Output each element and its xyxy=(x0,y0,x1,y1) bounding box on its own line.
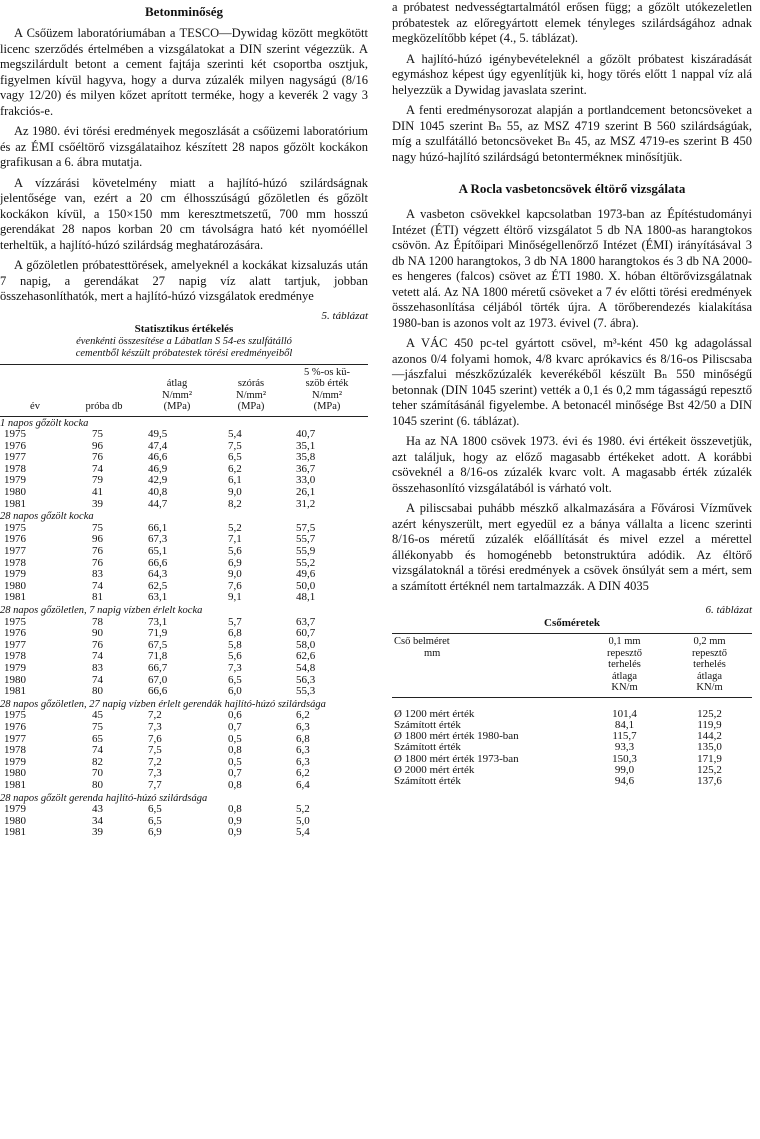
table-cell: Számított érték xyxy=(394,774,461,787)
table-cell: 7,5 xyxy=(228,439,242,452)
section-title-rocla: A Rocla vasbetoncsövek éltörő vizsgálata xyxy=(458,181,686,196)
table-cell: 46,6 xyxy=(148,451,168,464)
table-cell: 79 xyxy=(92,474,103,487)
table-cell: 54,8 xyxy=(296,661,316,674)
table-cell: 9,0 xyxy=(228,568,242,581)
table-cell: 0,8 xyxy=(228,803,242,816)
table-cell: 5,8 xyxy=(228,638,242,651)
table-cell: 5,6 xyxy=(228,545,242,558)
table-cell: 74 xyxy=(92,579,103,592)
table5-group-row xyxy=(0,604,368,617)
table-cell: 70 xyxy=(92,767,103,780)
paragraph: a próbatest nedvességtartalmától erősen függ; a gőzölt utókezeletlen próbatestek az előregyártott elemek tényleges szilárdságához adnak megközelítőbb képet (4., 5. táblázat). xyxy=(392,0,752,45)
table-cell: 6,8 xyxy=(228,627,242,640)
table-cell: 65,1 xyxy=(148,545,168,558)
table-cell: 1981 xyxy=(4,497,26,510)
table-cell: 26,1 xyxy=(296,486,316,499)
table-cell: 93,3 xyxy=(614,741,635,754)
table5-ref: 5. táblázat xyxy=(321,309,368,322)
table-row xyxy=(0,780,368,792)
table-cell: 1977 xyxy=(4,638,26,651)
table-cell: 0,5 xyxy=(228,732,242,745)
table-cell: 71,8 xyxy=(148,650,168,663)
table-cell: 5,6 xyxy=(228,650,242,663)
table-row xyxy=(0,804,368,816)
table5-group-title: 28 napos gőzöletlen, 27 napig vízben érlelt gerendák hajlító-húzó szilárdsága xyxy=(0,698,326,710)
table-cell: 1975 xyxy=(4,521,26,534)
table-cell: 74 xyxy=(92,673,103,686)
table5-group-title: 28 napos gőzöletlen, 7 napig vízben érlelt kocka xyxy=(0,605,203,616)
table-cell: 1976 xyxy=(4,627,26,640)
table-cell: 99,0 xyxy=(614,763,635,776)
table-cell: Ø 1800 mért érték 1973-ban xyxy=(394,752,519,765)
table-cell: 80 xyxy=(92,778,103,791)
table-cell: 5,2 xyxy=(228,521,242,534)
table-cell: 6,9 xyxy=(148,826,162,839)
paragraph: A hajlító-húzó igénybevételeknél a gőzölt próbatest kiszáradását egymáshoz képest úgy egyenlítjük ki, hogy törés előtt 1 nappal víz alá helyezzük a Dywidag javaslata szerint. xyxy=(392,51,752,97)
table5-group-row xyxy=(0,792,368,805)
table-cell: 8,2 xyxy=(228,497,242,510)
table-cell: 83 xyxy=(92,661,103,674)
table5-group-row xyxy=(0,510,368,523)
table-row xyxy=(0,827,368,839)
table-cell: 1978 xyxy=(4,744,26,757)
table-cell: 7,7 xyxy=(148,778,162,791)
table-row xyxy=(0,734,368,746)
table5-group-title: 1 napos gőzölt kocka xyxy=(0,417,89,429)
table-cell: 101,4 xyxy=(612,707,637,720)
table-cell: 36,7 xyxy=(296,462,316,475)
paragraph: A Csőüzem laboratóriumában a TESCO—Dywidag között megkötött licenc szerződés értelmében a vizsgálatokat a DIN szerint végezzük. A megszilárdult betont a cement fajtája szerinti két csoportba osztjuk, figyelmen kívül hagyva, hogy a durva zúzalék milyen nagyságú (8/16 vagy 12/20) és milyen kőzet aprított terméke, hogy a keverék 2 vagy 3 frakciós-e. xyxy=(0,26,368,118)
table-cell: 1975 xyxy=(4,428,26,441)
table-cell: 150,3 xyxy=(612,752,637,765)
table-cell: 7,2 xyxy=(148,709,162,722)
table-cell: Számított érték xyxy=(394,718,461,731)
table-cell: 6,8 xyxy=(296,732,310,745)
table-row xyxy=(0,487,368,499)
right-column xyxy=(392,0,752,787)
table-cell: 96 xyxy=(92,533,103,546)
table-cell: 73,1 xyxy=(148,615,168,628)
table-cell: 5,2 xyxy=(296,803,310,816)
table5-header-year: év xyxy=(0,364,70,416)
table5 xyxy=(0,364,368,839)
paragraph: A vízzárási követelmény miatt a hajlító-húzó szilárdságnak jelentősége van, ezért a 20 cm élhosszúságú gőzöletlen és gőzölt kockákon kívül, a 150×150 mm keresztmetszetű, 700 mm hosszú gerendákat 28 napos korban 20 cm távolságra ható két nyomóéllel terheltük, a hajlító-húzó szilárdság meghatározására. xyxy=(0,175,368,252)
table-cell: 40,7 xyxy=(296,428,316,441)
table5-body xyxy=(0,416,368,839)
table-cell: 0,7 xyxy=(228,767,242,780)
table-cell: 55,2 xyxy=(296,556,316,569)
table-cell: 34 xyxy=(92,814,103,827)
table-cell: 35,1 xyxy=(296,439,316,452)
table-cell: 6,4 xyxy=(296,778,310,791)
table-cell: 0,9 xyxy=(228,826,242,839)
table-cell: 1981 xyxy=(4,685,26,698)
table-cell: 39 xyxy=(92,497,103,510)
table-cell: 6,9 xyxy=(228,556,242,569)
table-cell: 49,5 xyxy=(148,428,168,441)
table-cell: 66,7 xyxy=(148,661,168,674)
table6-body xyxy=(392,697,752,787)
table-row xyxy=(0,710,368,722)
table-cell: 1980 xyxy=(4,767,26,780)
table5-header-row xyxy=(0,364,368,416)
paragraph: A piliscsabai puhább mészkő alkalmazására a Fővárosi Vízművek azért kényszerült, mert egyedül ez a bánya vállalta a licenc szerinti 8/16-os méretű zúzalék előállítását és mivel ezzel a mérettel állékonyabb és homogénebb betonstruktúra adódik. Az éltörő vizsgálatoknál a törési eredmények a csövek önsúlyát sem a mért, sem a számított értéknél nem tartalmazzák. A DIN 4035 xyxy=(392,501,752,593)
table-cell: 1975 xyxy=(4,615,26,628)
table-cell: 5,7 xyxy=(228,615,242,628)
table-cell: 33,0 xyxy=(296,474,316,487)
table-cell: 1977 xyxy=(4,545,26,558)
paragraph: A gőzöletlen próbatesttörések, amelyeknél a kockákat kizsaluzás után 7 napig, a gerendákat 27 napig víz alatt tartjuk, jobban összehasonlíthatók, mert a hajlító-húzó vizsgálatok eredménye xyxy=(0,258,368,303)
table6-header-02mm: 0,2 mm repesztő terhelés átlaga KN/m xyxy=(667,634,752,698)
table-cell: 5,4 xyxy=(296,826,310,839)
table-cell: 7,6 xyxy=(228,579,242,592)
table-row xyxy=(0,592,368,604)
table-cell: 1978 xyxy=(4,462,26,475)
table-cell: 7,3 xyxy=(148,767,162,780)
table-cell: 74 xyxy=(92,462,103,475)
table-cell: 75 xyxy=(92,521,103,534)
table-row xyxy=(0,499,368,511)
table-cell: 0,8 xyxy=(228,744,242,757)
table-cell: 49,6 xyxy=(296,568,316,581)
table-row xyxy=(0,722,368,734)
table-cell: 0,8 xyxy=(228,778,242,791)
table-spacer xyxy=(392,697,752,709)
table-cell: 42,9 xyxy=(148,474,168,487)
table-cell: 90 xyxy=(92,627,103,640)
table-cell: 94,6 xyxy=(614,774,635,787)
table-row xyxy=(0,429,368,441)
table-cell: 55,3 xyxy=(296,685,316,698)
table-cell: 6,5 xyxy=(228,451,242,464)
table-cell: 47,4 xyxy=(148,439,168,452)
table-cell: 6,2 xyxy=(296,709,310,722)
table6-header-row xyxy=(392,634,752,698)
table-cell: 1981 xyxy=(4,778,26,791)
table-cell: 1980 xyxy=(4,486,26,499)
table-cell: Számított érték xyxy=(394,741,461,754)
table-cell: 50,0 xyxy=(296,579,316,592)
table-cell: 5,4 xyxy=(228,428,242,441)
table-cell: 48,1 xyxy=(296,591,316,604)
table-cell: 1977 xyxy=(4,451,26,464)
table-cell: 0,5 xyxy=(228,755,242,768)
table-cell: Ø 1200 mért érték xyxy=(394,707,475,720)
table-cell: 1979 xyxy=(4,755,26,768)
table-cell: 7,1 xyxy=(228,533,242,546)
table-row xyxy=(0,745,368,757)
table-cell: 6,2 xyxy=(296,767,310,780)
table-row xyxy=(392,776,752,787)
table-cell: 115,7 xyxy=(612,730,637,743)
table-cell: 66,1 xyxy=(148,521,168,534)
section-title-betonminoseg: Betonminőség xyxy=(145,4,223,19)
table5-description xyxy=(0,336,368,360)
table-cell: 6,3 xyxy=(296,720,310,733)
table-row xyxy=(0,768,368,780)
table-cell: 39 xyxy=(92,826,103,839)
table5-desc-line2: cementből készült próbatestek törési eredményeiből xyxy=(75,347,293,359)
table-cell: 57,5 xyxy=(296,521,316,534)
table-cell: 46,9 xyxy=(148,462,168,475)
table-cell: 82 xyxy=(92,755,103,768)
table-cell: 1981 xyxy=(4,826,26,839)
table-cell: 76 xyxy=(92,451,103,464)
table-cell: 83 xyxy=(92,568,103,581)
table-cell: 119,9 xyxy=(697,718,722,731)
table-cell: 1977 xyxy=(4,732,26,745)
table-cell: 76 xyxy=(92,545,103,558)
table-cell: Ø 1800 mért érték 1980-ban xyxy=(394,730,519,743)
table-cell: 67,5 xyxy=(148,638,168,651)
table-cell: 40,8 xyxy=(148,486,168,499)
paragraph: A VÁC 450 pc-tel gyártott csövel, m³-ként 450 kg adagolással azonos 0/4 folyami homok, 4/8 kvarc aprókavics és 8/16-os Piliscsaba—jászfalui mészkőzúzalék keverékéből készült Bₙ 550 minőségű betonnak (DIN 1045 szerint) vették a 0,1 és 0,2 mm tágasságú repesztő teher számításánál figyelembe. A betonacél minősége Bst 42/50 a DIN 1045 szerint (6. táblázat). xyxy=(392,336,752,428)
table6-name: Csőméretek xyxy=(544,617,600,629)
table-cell: 0,9 xyxy=(228,814,242,827)
paragraph: A fenti eredménysorozat alapján a portlandcement betoncsöveket a DIN 1045 szerint Bₙ 55, az MSZ 4719 szerint B 560 szilárdságúak, míg a szulfátálló betoncsöveket Bₙ 45, az MSZ 4719-es szerint B 450 nagy húzó-hajlító szilárdságú betontermékneк minősítjük. xyxy=(392,103,752,164)
table-cell: 1976 xyxy=(4,439,26,452)
table-cell: 71,9 xyxy=(148,627,168,640)
table-cell: 7,5 xyxy=(148,744,162,757)
table-cell: 80 xyxy=(92,685,103,698)
table-cell: 7,2 xyxy=(148,755,162,768)
table-cell: 65 xyxy=(92,732,103,745)
table-cell: 1979 xyxy=(4,661,26,674)
table-cell: 1980 xyxy=(4,814,26,827)
table-cell: 0,7 xyxy=(228,720,242,733)
table5-group-title: 28 napos gőzölt kocka xyxy=(0,511,94,523)
table-cell: 1978 xyxy=(4,650,26,663)
table-cell: 67,3 xyxy=(148,533,168,546)
table5-group-title: 28 napos gőzölt gerenda hajlító-húzó szilárdsága xyxy=(0,792,208,804)
table-cell: 171,9 xyxy=(697,752,722,765)
table-cell: 58,0 xyxy=(296,638,316,651)
table-cell: 9,1 xyxy=(228,591,242,604)
table-cell: 67,0 xyxy=(148,673,168,686)
table5-header-sd: szórás N/mm² (MPa) xyxy=(216,364,286,416)
table5-desc-line1: évenkénti összesítése a Lábatlan S 54-es szulfátálló xyxy=(76,335,292,347)
table-cell: 45 xyxy=(92,709,103,722)
table-row xyxy=(0,686,368,698)
table-cell: 1979 xyxy=(4,568,26,581)
table-cell: 1975 xyxy=(4,709,26,722)
table-cell: 1976 xyxy=(4,720,26,733)
table6-ref: 6. táblázat xyxy=(705,604,752,616)
table-cell: 6,3 xyxy=(296,744,310,757)
table-cell: 7,3 xyxy=(228,661,242,674)
table-cell: 6,2 xyxy=(228,462,242,475)
table-cell: 7,6 xyxy=(148,732,162,745)
table-cell: 1979 xyxy=(4,474,26,487)
table-cell: 74 xyxy=(92,650,103,663)
table-cell: 6,5 xyxy=(228,673,242,686)
table-cell: 137,6 xyxy=(697,774,722,787)
table-cell: 0,6 xyxy=(228,709,242,722)
table-cell: 125,2 xyxy=(697,707,722,720)
table-cell: 6,5 xyxy=(148,803,162,816)
table-cell: 1980 xyxy=(4,673,26,686)
table-cell: 74 xyxy=(92,744,103,757)
table-cell: 7,3 xyxy=(148,720,162,733)
table6-header-01mm: 0,1 mm repesztő terhelés átlaga KN/m xyxy=(582,634,667,698)
table-cell: 78 xyxy=(92,615,103,628)
table-cell: 9,0 xyxy=(228,486,242,499)
table-cell: 5,0 xyxy=(296,814,310,827)
table-cell: 66,6 xyxy=(148,556,168,569)
table6-header-size: Cső belméret mm xyxy=(392,634,582,698)
table5-group-row xyxy=(0,698,368,711)
table-cell: 35,8 xyxy=(296,451,316,464)
table-cell: 64,3 xyxy=(148,568,168,581)
table-row xyxy=(0,816,368,828)
table-cell: Ø 2000 mért érték xyxy=(394,763,475,776)
table5-name: Statisztikus értékelés xyxy=(134,322,234,335)
table-row xyxy=(0,757,368,769)
table-cell: 144,2 xyxy=(697,730,722,743)
table-cell: 63,1 xyxy=(148,591,168,604)
table-cell: 66,6 xyxy=(148,685,168,698)
table5-header-q5: 5 %-os kü- szöb érték N/mm² (MPa) xyxy=(286,364,368,416)
table-cell: 76 xyxy=(92,556,103,569)
table-cell: 135,0 xyxy=(697,741,722,754)
table-row xyxy=(392,742,752,753)
table-cell: 62,6 xyxy=(296,650,316,663)
table-cell: 43 xyxy=(92,803,103,816)
table-cell: 81 xyxy=(92,591,103,604)
paragraph: Az 1980. évi törési eredmények megoszlását a csőüzemi laboratórium és az ÉMI csőéltörő vizsgálataihoz készített 28 napos gőzölt kockákon grafikusan a 6. ábra mutatja. xyxy=(0,124,368,169)
table-cell: 41 xyxy=(92,486,103,499)
table-cell: 1979 xyxy=(4,803,26,816)
table-cell: 125,2 xyxy=(697,763,722,776)
paragraph: Ha az NA 1800 csövek 1973. évi és 1980. évi értékeit összevetjük, azt találjuk, hogy az előző magasabb értékeket adott. A korábbi csöveknél a 8/16-os zúzalék kvarc volt. A magasabb érték zúzalék összehasonlító vizsgálatából is várható volt. xyxy=(392,434,752,495)
table-cell: 76 xyxy=(92,638,103,651)
table-cell: 1981 xyxy=(4,591,26,604)
table-cell: 84,1 xyxy=(614,718,635,731)
table-cell: 75 xyxy=(92,428,103,441)
table5-header-count: próba db xyxy=(70,364,138,416)
table-cell: 62,5 xyxy=(148,579,168,592)
table-cell: 31,2 xyxy=(296,497,316,510)
table-row xyxy=(0,663,368,675)
table-cell: 6,3 xyxy=(296,755,310,768)
paragraph: A vasbeton csövekkel kapcsolatban 1973-ban az Építéstudományi Intézet (ÉTI) végzett éltörő vizsgálatot 5 db NA 1800-as harangtokos csövön. Az Építőipari Minőségellenőrző Intézet (ÉMI) irányításával 3 db NA 1200 harangtokos, 3 db NA 1800 harangtokos és 3 db NA 2000-es hengeres (falcos) csövet az ÉTI 1980. X. hóban éltörővizsgálatnak vetett alá. Az NA 1800 méretű csöveket a 7 év előtti törési eredmények összehasonlítása céljából törték újra. A törőberendezés kialakítása 1980-ban is azonos volt az 1973. évivel (7. ábra). xyxy=(392,207,752,330)
table-cell: 63,7 xyxy=(296,615,316,628)
table-cell: 6,0 xyxy=(228,685,242,698)
table-cell: 56,3 xyxy=(296,673,316,686)
table-cell: 1978 xyxy=(4,556,26,569)
table-cell: 55,7 xyxy=(296,533,316,546)
table-cell: 55,9 xyxy=(296,545,316,558)
table-cell: 1980 xyxy=(4,579,26,592)
table-cell: 96 xyxy=(92,439,103,452)
table-cell: 1976 xyxy=(4,533,26,546)
table5-header-mean: átlag N/mm² (MPa) xyxy=(138,364,216,416)
table-row xyxy=(0,546,368,558)
table-cell: 60,7 xyxy=(296,627,316,640)
table-cell: 44,7 xyxy=(148,497,168,510)
table-cell: 75 xyxy=(92,720,103,733)
table-cell: 6,1 xyxy=(228,474,242,487)
table6 xyxy=(392,633,752,787)
left-column xyxy=(0,0,368,839)
table-cell: 6,5 xyxy=(148,814,162,827)
